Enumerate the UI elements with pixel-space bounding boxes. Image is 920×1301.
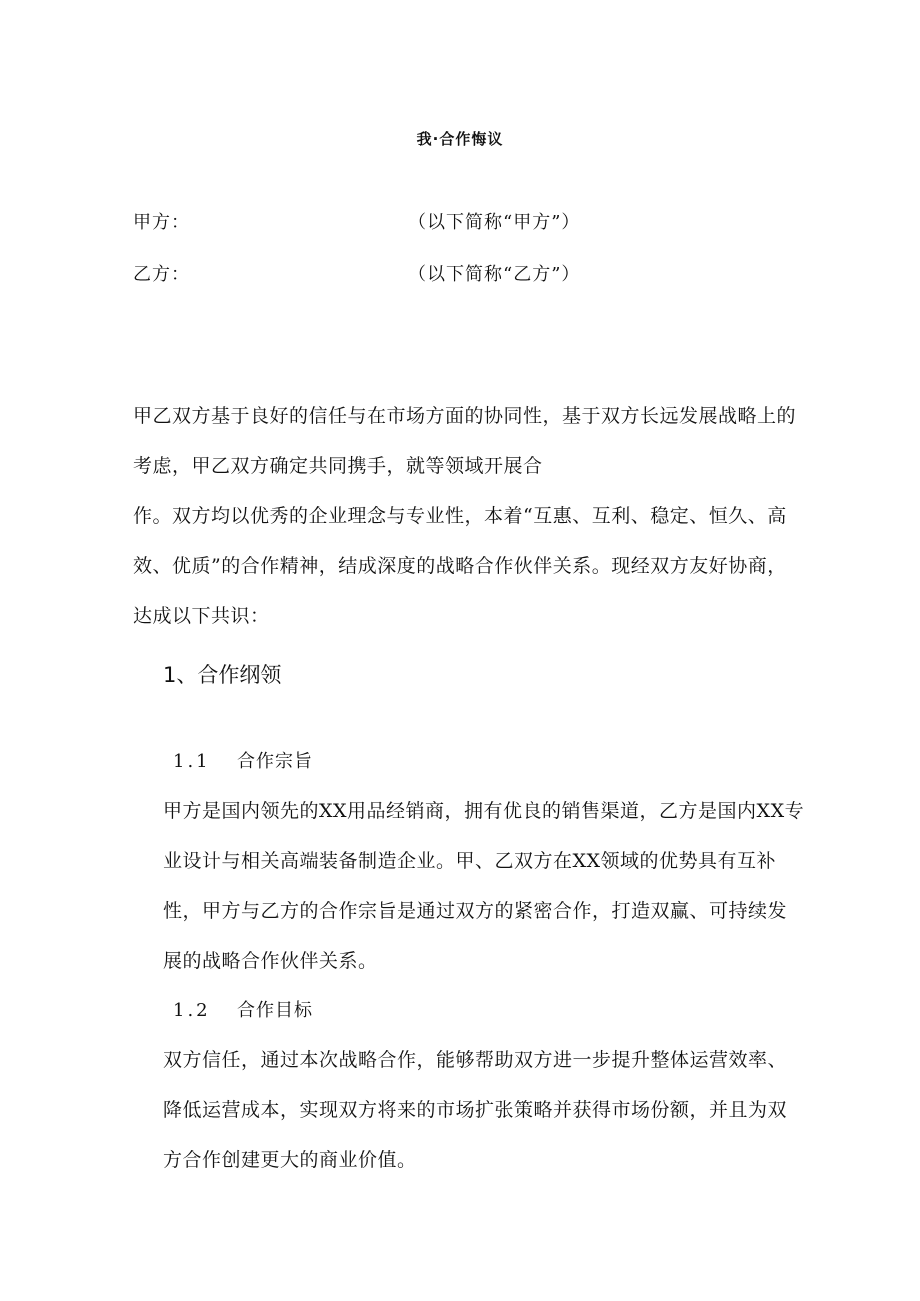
subsection-1-1-heading — [173, 747, 313, 773]
party-b-note: （以下简称“乙方”） — [408, 264, 581, 285]
subsection-1-1-line: 甲方是国内领先的XX用品经销商，拥有优良的销售渠道，乙方是国内XX专 — [163, 800, 805, 822]
intro-line: 甲乙双方基于良好的信任与在市场方面的协同性，基于双方长远发展战略上的 — [133, 405, 797, 427]
party-a-label: 甲方： — [133, 212, 190, 233]
intro-line: 作。双方均以优秀的企业理念与专业性，本着“互惠、互利、稳定、恒久、高 — [133, 505, 787, 527]
subsection-1-2-title: 合作目标 — [237, 1000, 313, 1021]
document-title: 我·合作悔议 — [416, 130, 504, 148]
intro-line: 效、优质”的合作精神，结成深度的战略合作伙伴关系。现经双方友好协商， — [133, 555, 787, 577]
subsection-1-2-line: 双方信任，通过本次战略合作，能够帮助双方进一步提升整体运营效率、 — [163, 1049, 788, 1071]
subsection-1-1-number: 1.1 — [173, 751, 211, 772]
subsection-1-2-number: 1.2 — [173, 1000, 211, 1021]
party-a-note: （以下简称“甲方”） — [408, 212, 581, 233]
party-b-label: 乙方： — [133, 264, 190, 285]
subsection-1-2-line: 方合作创建更大的商业价值。 — [163, 1149, 417, 1171]
subsection-1-1-line: 性，甲方与乙方的合作宗旨是通过双方的紧密合作，打造双赢、可持续发 — [163, 900, 788, 922]
section-1-heading: 1、合作纲领 — [163, 663, 282, 687]
subsection-1-1-title: 合作宗旨 — [237, 751, 313, 772]
subsection-1-2-heading — [173, 996, 313, 1022]
subsection-1-1-line: 展的战略合作伙伴关系。 — [163, 950, 378, 972]
intro-line: 考虑，甲乙双方确定共同携手，就等领域开展合 — [133, 455, 543, 477]
subsection-1-1-line: 业设计与相关高端装备制造企业。甲、乙双方在XX领域的优势具有互补 — [163, 850, 777, 872]
intro-line: 达成以下共识： — [133, 605, 270, 627]
subsection-1-2-line: 降低运营成本，实现双方将来的市场扩张策略并获得市场份额，并且为双 — [163, 1099, 788, 1121]
